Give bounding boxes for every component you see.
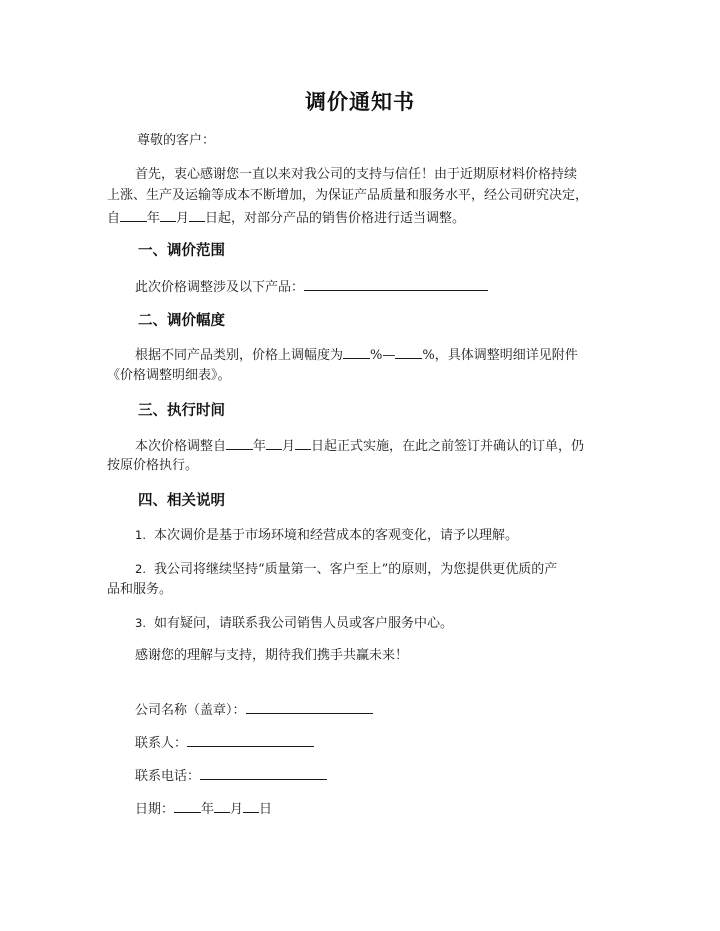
month-blank [214,800,230,813]
section-4-heading: 四、相关说明 [138,493,225,509]
company-name-blank [246,701,373,714]
contact-person-line [135,734,314,752]
document-title: 调价通知书 [305,90,415,114]
intro-from: 自 [107,211,121,226]
date-year: 年 [201,802,215,817]
section-3-month: 月 [282,439,296,454]
section-3-suffix: 日起正式实施，在此之前签订并确认的订单，仍 [311,439,585,454]
contact-phone-blank [200,767,327,780]
min-percent-blank [343,346,370,359]
section-3-heading: 三、执行时间 [138,403,225,419]
intro-line-1: 首先，衷心感谢您一直以来对我公司的支持与信任！由于近期原材料价格持续 [135,167,578,182]
section-3-line-2: 按原价格执行。 [107,458,199,473]
section-3-year: 年 [253,439,267,454]
intro-year: 年 [147,211,161,226]
note-number: 2. [135,562,146,576]
max-percent-blank [395,346,422,359]
year-blank [174,800,201,813]
year-blank [226,437,253,450]
section-1-text [135,278,488,296]
section-2-heading: 二、调价幅度 [138,313,225,329]
company-name-label: 公司名称（盖章）： [135,703,246,718]
note-text: 我公司将继续坚持“质量第一、客户至上”的原则，为您提供更优质的产 [154,562,558,577]
salutation: 尊敬的客户： [137,133,216,148]
note-item-2 [135,561,557,578]
section-3-line-1 [135,437,584,455]
products-blank [304,278,488,291]
contact-phone-label: 联系电话： [135,769,201,784]
day-blank [295,437,311,450]
company-name-line [135,701,373,719]
date-day: 日 [259,802,273,817]
note-item-3 [135,615,453,632]
note-number: 3. [135,616,146,630]
contact-person-blank [187,734,314,747]
note-text: 本次调价是基于市场环境和经营成本的客观变化，请予以理解。 [154,528,519,543]
section-2-line-2: 《价格调整明细表》。 [107,368,231,383]
month-blank [266,437,282,450]
section-3-prefix: 本次价格调整自 [135,439,227,454]
month-blank [160,209,176,222]
closing-text: 感谢您的理解与支持，期待我们携手共赢未来！ [135,648,409,663]
section-2-prefix: 根据不同产品类别，价格上调幅度为 [135,348,344,363]
intro-line-2: 上涨、生产及运输等成本不断增加，为保证产品质量和服务水平，经公司研究决定， [107,188,589,203]
day-blank [189,209,205,222]
contact-person-label: 联系人： [135,736,188,751]
note-item-1 [135,527,518,544]
note-item-2-continuation: 品和服务。 [107,582,173,597]
section-1-heading: 一、调价范围 [138,243,225,259]
section-1-label: 此次价格调整涉及以下产品： [135,280,305,295]
note-number: 1. [135,528,146,542]
date-label: 日期： [135,802,175,817]
intro-line-3 [107,209,465,227]
note-text: 如有疑问，请联系我公司销售人员或客户服务中心。 [154,616,454,631]
percent-dash: %— [370,348,396,363]
date-line [135,800,272,818]
year-blank [120,209,147,222]
day-blank [243,800,259,813]
intro-month: 月 [176,211,190,226]
date-month: 月 [230,802,244,817]
contact-phone-line [135,767,327,785]
intro-day-suffix: 日起，对部分产品的销售价格进行适当调整。 [205,211,466,226]
section-2-line-1 [135,346,578,364]
section-2-suffix: %，具体调整明细详见附件 [422,348,578,363]
